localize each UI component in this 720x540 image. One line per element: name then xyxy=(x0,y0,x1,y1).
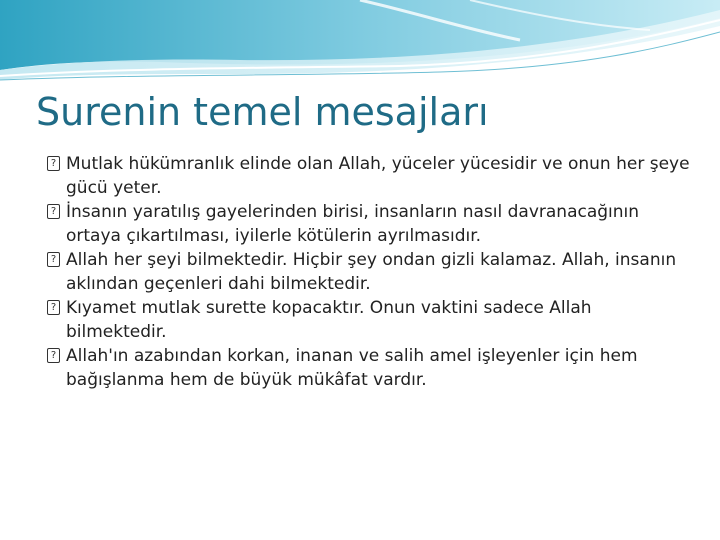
missing-glyph-icon: ? xyxy=(47,300,60,315)
bullet-text: Mutlak hükümranlık elinde olan Allah, yüceler yücesidir ve onun her şeye gücü yeter. xyxy=(66,154,690,198)
bullet-item xyxy=(47,152,697,200)
missing-glyph-icon: ? xyxy=(47,348,60,363)
slide-title: Surenin temel mesajları xyxy=(36,90,489,134)
bullet-text: Allah her şeyi bilmektedir. Hiçbir şey ondan gizli kalamaz. Allah, insanın aklından geçenleri dahi bilmektedir. xyxy=(66,250,677,294)
bullet-item xyxy=(47,296,697,344)
bullet-list xyxy=(47,152,697,392)
bullet-item xyxy=(47,200,697,248)
missing-glyph-icon: ? xyxy=(47,204,60,219)
bullet-item xyxy=(47,344,697,392)
missing-glyph-icon: ? xyxy=(47,252,60,267)
bullet-text: İnsanın yaratılış gayelerinden birisi, insanların nasıl davranacağının ortaya çıkartılması, iyilerle kötülerin ayrılmasıdır. xyxy=(66,202,640,246)
missing-glyph-icon: ? xyxy=(47,156,60,171)
header-wave-decoration xyxy=(0,0,720,90)
bullet-text: Allah'ın azabından korkan, inanan ve salih amel işleyenler için hem bağışlanma hem de büyük mükâfat vardır. xyxy=(66,346,638,390)
bullet-item xyxy=(47,248,697,296)
bullet-text: Kıyamet mutlak surette kopacaktır. Onun vaktini sadece Allah bilmektedir. xyxy=(66,298,592,342)
